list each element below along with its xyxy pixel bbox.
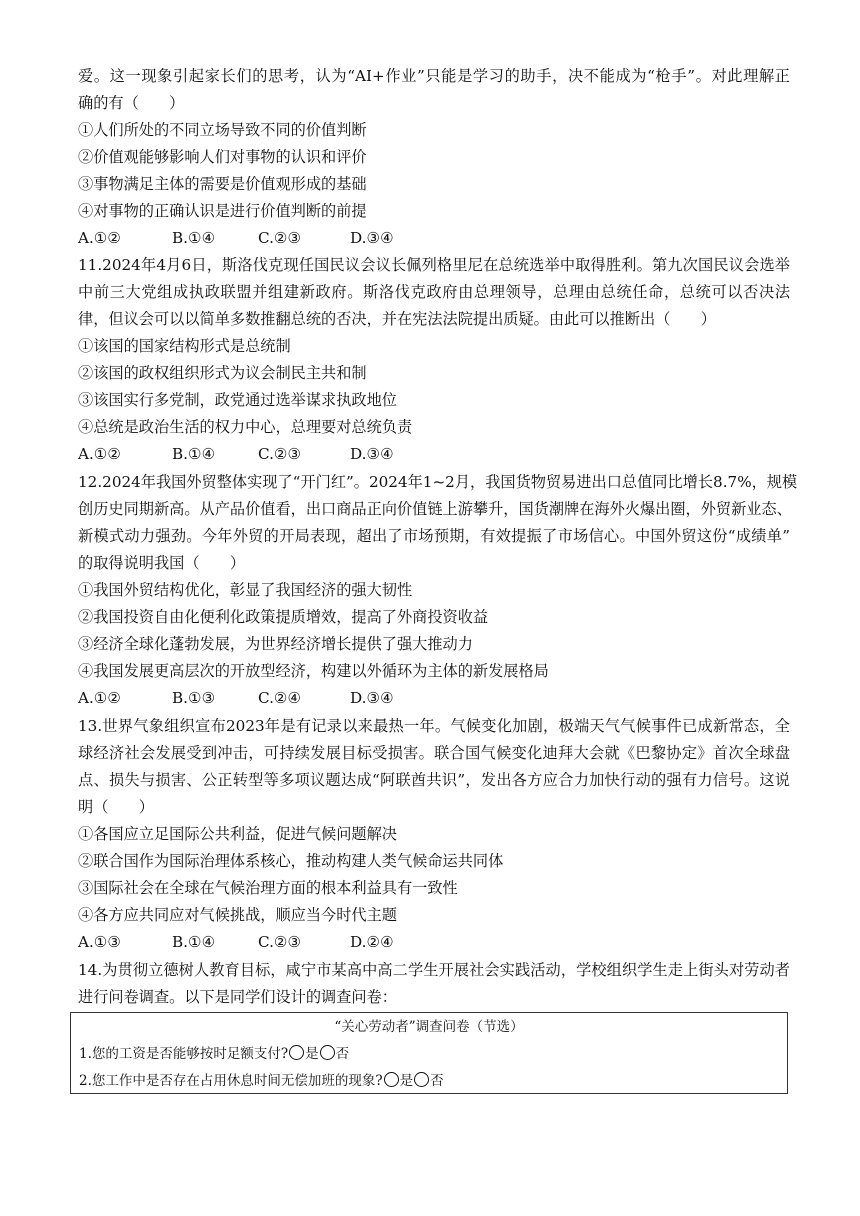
q12-item-1: ①我国外贸结构优化，彰显了我国经济的强大韧性 [78,581,413,599]
q10-item-1: ①人们所处的不同立场导致不同的价值判断 [78,121,367,139]
q11-option-c[interactable]: C.②③ [258,445,302,463]
q12-option-a[interactable]: A.①② [78,689,122,707]
q13-option-a[interactable]: A.①③ [78,933,122,951]
q11-item-3: ③该国实行多党制，政党通过选举谋求执政地位 [78,391,397,409]
q13-stem-line-1: 13.世界气象组织宣布2023年是有记录以来最热一年。气候变化加剧，极端天气气候事件已成新常态，全 [78,717,790,735]
q12-item-4: ④我国发展更高层次的开放型经济，构建以外循环为主体的新发展格局 [78,662,549,680]
q10-stem-line-1: 爱。这一现象引起家长们的思考，认为“AI+作业”只能是学习的助手，决不能成为“枪手”。对此理解正 [78,67,790,85]
q10-options [78,228,394,248]
q10-option-a[interactable]: A.①② [78,229,122,247]
q12-option-b[interactable]: B.①③ [172,689,216,707]
q12-stem-line-1: 12.2024年我国外贸整体实现了“开门红”。2024年1~2月，我国货物贸易进出口总值同比增长8.7%，规模 [78,473,798,491]
q13-option-b[interactable]: B.①④ [172,933,216,951]
q12-item-3: ③经济全球化蓬勃发展，为世界经济增长提供了强大推动力 [78,635,473,653]
survey-q2-yes-label: 是 [399,1073,414,1089]
q11-stem-line-1: 11.2024年4月6日，斯洛伐克现任国民议会议长佩列格里尼在总统选举中取得胜利。第九次国民议会选举 [78,256,790,274]
q11-option-d[interactable]: D.③④ [350,445,394,463]
q12-stem-line-3: 新模式动力强劲。今年外贸的开局表现，超出了市场预期，有效提振了市场信心。中国外贸这份“成绩单” [78,527,790,545]
survey-question-1 [79,1045,349,1063]
q10-option-c[interactable]: C.②③ [258,229,302,247]
radio-circle-icon[interactable] [320,1045,335,1060]
q14-stem-line-2: 进行问卷调查。以下是同学们设计的调查问卷： [78,988,397,1006]
q10-item-2: ②价值观能够影响人们对事物的认识和评价 [78,148,367,166]
radio-circle-icon[interactable] [289,1045,304,1060]
q10-option-b[interactable]: B.①④ [172,229,216,247]
q13-options [78,932,394,952]
q11-item-2: ②该国的政权组织形式为议会制民主共和制 [78,364,367,382]
q10-item-4: ④对事物的正确认识是进行价值判断的前提 [78,202,367,220]
q10-stem-line-2: 确的有（ ） [78,94,185,112]
q11-stem-line-2: 中前三大党组成执政联盟并组建新政府。斯洛伐克政府由总理领导，总理由总统任命，总统可以否决法 [78,283,790,301]
radio-circle-icon[interactable] [414,1072,429,1087]
q13-option-d[interactable]: D.②④ [350,933,394,951]
survey-q2-no-label: 否 [430,1073,444,1089]
q13-item-1: ①各国应立足国际公共利益，促进气候问题解决 [78,825,397,843]
survey-question-1-text: 1.您的工资是否能够按时足额支付? [79,1046,289,1062]
q12-option-d[interactable]: D.③④ [350,689,394,707]
survey-title: “关心劳动者”调查问卷（节选） [334,1019,524,1035]
q14-stem-line-1: 14.为贯彻立德树人教育目标，咸宁市某高中高二学生开展社会实践活动，学校组织学生走上街头对劳动者 [78,961,790,979]
survey-question-2-text: 2.您工作中是否存在占用休息时间无偿加班的现象? [79,1073,383,1089]
q12-item-2: ②我国投资自由化便利化政策提质增效，提高了外商投资收益 [78,608,489,626]
q10-option-d[interactable]: D.③④ [350,229,394,247]
q12-stem-line-2: 创历史同期新高。从产品价值看，出口商品正向价值链上游攀升，国货潮牌在海外火爆出圈，外贸新业态、 [78,500,792,518]
q11-option-a[interactable]: A.①② [78,445,122,463]
q13-stem-line-3: 点、损失与损害、公正转型等多项议题达成“阿联酋共识”，发出各方应合力加快行动的强有力信号。这说 [78,771,790,789]
q12-options [78,688,394,708]
q11-item-1: ①该国的国家结构形式是总统制 [78,337,291,355]
q13-item-3: ③国际社会在全球在气候治理方面的根本利益具有一致性 [78,879,458,897]
q13-stem-line-4: 明（ ） [78,798,154,816]
q11-stem-line-3: 律，但议会可以以简单多数推翻总统的否决，并在宪法法院提出质疑。由此可以推断出（ ） [78,310,716,328]
survey-box [70,1012,788,1094]
q13-item-2: ②联合国作为国际治理体系核心，推动构建人类气候命运共同体 [78,852,504,870]
q11-item-4: ④总统是政治生活的权力中心，总理要对总统负责 [78,418,413,436]
q11-options [78,444,394,464]
q13-stem-line-2: 球经济社会发展受到冲击，可持续发展目标受损害。联合国气候变化迪拜大会就《巴黎协定》首次全球盘 [78,744,790,762]
q12-option-c[interactable]: C.②④ [258,689,302,707]
survey-q1-yes-label: 是 [305,1046,319,1062]
q11-option-b[interactable]: B.①④ [172,445,216,463]
q13-item-4: ④各方应共同应对气候挑战，顺应当今时代主题 [78,906,397,924]
radio-circle-icon[interactable] [384,1072,399,1087]
survey-question-2 [79,1072,444,1090]
q13-option-c[interactable]: C.②③ [258,933,302,951]
survey-q1-no-label: 否 [335,1046,350,1062]
q10-item-3: ③事物满足主体的需要是价值观形成的基础 [78,175,367,193]
q12-stem-line-4: 的取得说明我国（ ） [78,554,246,572]
